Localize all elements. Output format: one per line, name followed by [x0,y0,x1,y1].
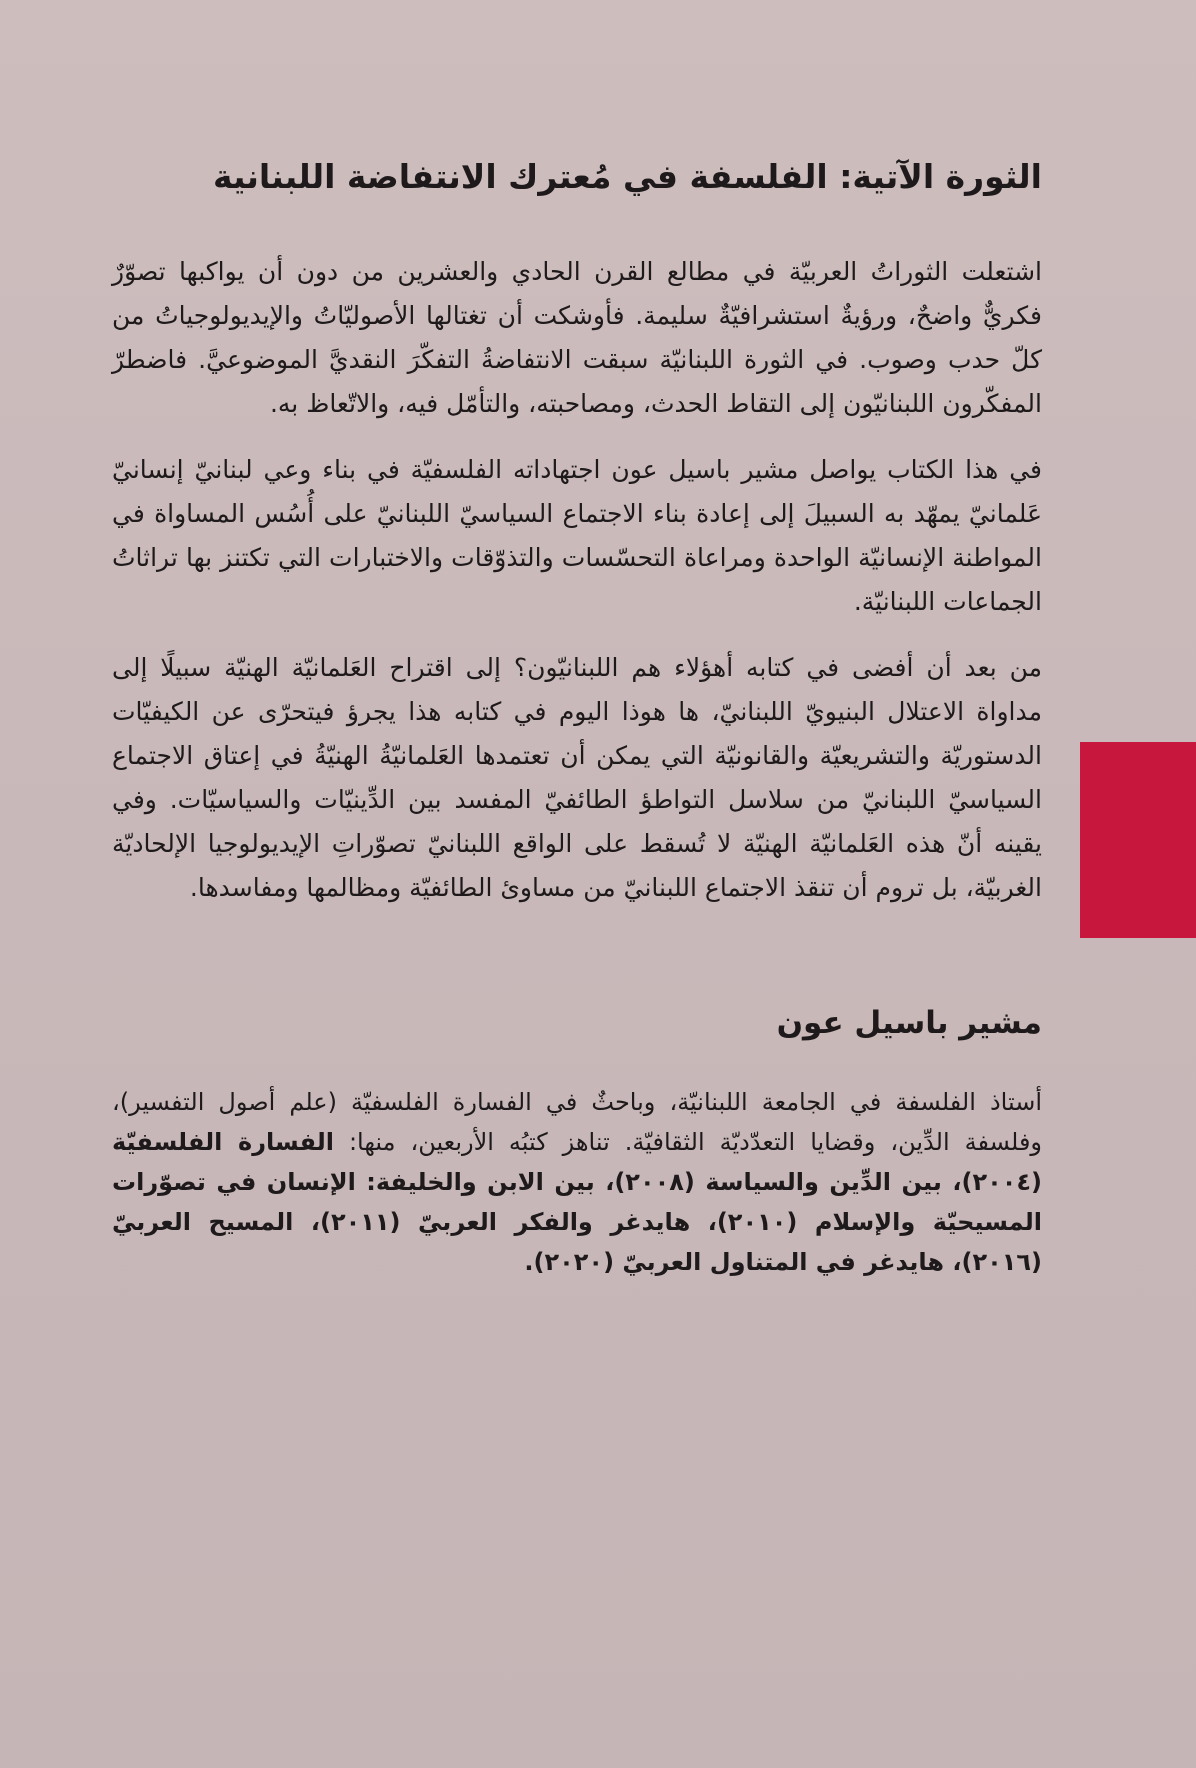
author-bio [112,1082,1042,1282]
red-accent-tab [1080,742,1196,938]
book-title: الثورة الآتية: الفلسفة في مُعترك الانتفاضة اللبنانية [213,157,1042,196]
author-bio-books: الفسارة الفلسفيّة (٢٠٠٤)، بين الدِّين والسياسة (٢٠٠٨)، بين الابن والخليفة: الإنسان في تصوّرات المسيحيّة والإسلام (٢٠١٠)، هايدغر والفكر العربيّ (٢٠١١)، المسيح العربيّ (٢٠١٦)، هايدغر في المتناول العربيّ (٢٠٢٠). [112,1128,1042,1276]
author-name: مشير باسيل عون [776,1005,1042,1041]
back-cover-text [112,150,1042,1282]
paragraph-3: من بعد أن أفضى في كتابه أهؤلاء هم اللبنانيّون؟ إلى اقتراح العَلمانيّة الهنيّة سبيلًا إلى مداواة الاعتلال البنيويّ اللبنانيّ، ها هوذا اليوم في كتابه هذا يجرؤ فيتحرّى عن الكيفيّات الدستوريّة والتشريعيّة والقانونيّة التي يمكن أن تعتمدها العَلمانيّةُ الهنيّةُ في إعتاق الاجتماع السياسيّ اللبنانيّ من سلاسل التواطؤ الطائفيّ المفسد بين الدِّينيّات والسياسيّات. وفي يقينه أنّ هذه العَلمانيّة الهنيّة لا تُسقط على الواقع اللبنانيّ تصوّراتِ الإيديولوجيا الإلحاديّة الغربيّة، بل تروم أن تنقذ الاجتماع اللبنانيّ من مساوئ الطائفيّة ومظالمها ومفاسدها. [112,653,1042,902]
paragraph-1: اشتعلت الثوراتُ العربيّة في مطالع القرن الحادي والعشرين من دون أن يواكبها تصوّرٌ فكريٌّ واضحٌ، ورؤيةٌ استشرافيّةٌ سليمة. فأوشكت أن تغتالها الأصوليّاتُ والإيديولوجياتُ من كلّ حدب وصوب. في الثورة اللبنانيّة سبقت الانتفاضةُ التفكّرَ النقديَّ الموضوعيَّ. فاضطرّ المفكّرون اللبنانيّون إلى التقاط الحدث، ومصاحبته، والتأمّل فيه، والاتّعاظ به. [112,257,1042,418]
paragraph-2: في هذا الكتاب يواصل مشير باسيل عون اجتهاداته الفلسفيّة في بناء وعي لبنانيّ إنسانيّ عَلمانيّ يمهّد به السبيلَ إلى إعادة بناء الاجتماع السياسيّ اللبنانيّ على أُسُس المساواة في المواطنة الإنسانيّة الواحدة ومراعاة التحسّسات والتذوّقات والاختبارات التي تكتنز بها تراثاتُ الجماعات اللبنانيّة. [112,455,1042,616]
author-bio-intro: أستاذ الفلسفة في الجامعة اللبنانيّة، وباحثٌ في الفسارة الفلسفيّة (علم أصول التفسير)، وفلسفة الدِّين، وقضايا التعدّديّة الثقافيّة. تناهز كتبُه الأربعين، منها: [112,1088,1042,1156]
